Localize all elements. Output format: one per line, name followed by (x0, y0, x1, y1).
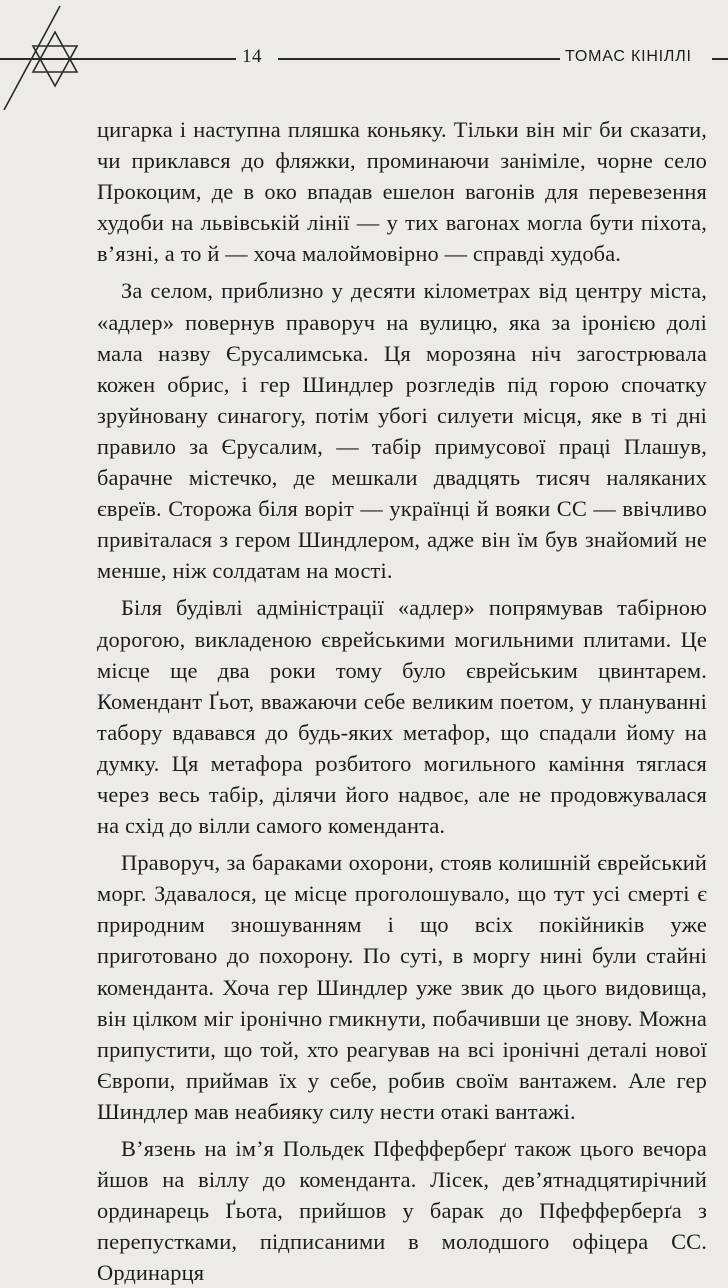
page-number: 14 (242, 46, 262, 67)
paragraph: Праворуч, за бараками охорони, стояв колишній єврейський морг. Здавалося, це місце проголошувало, що тут усі смерті є природним зношуванням і що всіх покійників уже приготовано до похорону. По суті, в моргу нині були стайні коменданта. Хоча гер Шиндлер уже звик до цього видовища, він цілком міг іронічно гмикнути, побачивши це знову. Можна припустити, що той, хто реагував на всі іронічні деталі нової Європи, приймав їх у себе, робив своїм вантажем. Але гер Шиндлер мав неабияку силу нести отакі вантажі. (97, 850, 707, 1124)
header-rule-left (0, 58, 236, 60)
header-rule-right (712, 58, 728, 60)
star-of-david-ornament-icon (0, 0, 110, 110)
header-rule-middle (278, 58, 560, 60)
paragraph: За селом, приблизно у десяти кілометрах від центру міста, «адлер» повернув праворуч на вулицю, яка за іронією долі мала назву Єрусалимська. Ця морозяна ніч загострювала кожен обрис, і гер Шиндлер розгледів під горою спочатку зруйновану синагогу, потім убогі силуети місця, яке в ті дні правило за Єрусалим, — табір примусової праці Плашув, барачне містечко, де мешкали двадцять тисяч наляканих євреїв. Сторожа біля воріт — українці й вояки СС — ввічливо привіталася з гером Шиндлером, адже він їм був знайомий не менше, ніж солдатам на мості. (97, 278, 707, 584)
paragraph: Біля будівлі адміністрації «адлер» попрямував табірною дорогою, викладеною єврейськими могильними плитами. Це місце ще два роки тому було єврейським цвинтарем. Комендант Ґьот, вважаючи себе великим поетом, у плануванні табору вдавався до будь-яких метафор, що спадали йому на думку. Ця метафора розбитого могильного каміння тяглася через весь табір, ділячи його надвоє, але не продовжувалася на схід до вілли самого коменданта. (97, 595, 707, 839)
body-text (97, 114, 707, 1288)
paragraph: В’язень на ім’я Польдек Пфефферберґ також цього вечора йшов на віллу до коменданта. Лісек, дев’ятнадцятирічний ординарець Ґьота, прийшов у барак до Пфефферберґа з перепустками, підписаними в молодшого офіцера СС. Ординарця (97, 1136, 707, 1286)
running-head-author: ТОМАС КІНІЛЛІ (565, 48, 692, 65)
paragraph: цигарка і наступна пляшка коньяку. Тільки він міг би сказати, чи приклався до фляжки, проминаючи заніміле, чорне село Прокоцим, де в око впадав ешелон вагонів для перевезення худоби на львівській лінії — у тих вагонах могла бути піхота, в’язні, а то й — хоча малоймовірно — справді худоба. (97, 117, 707, 267)
